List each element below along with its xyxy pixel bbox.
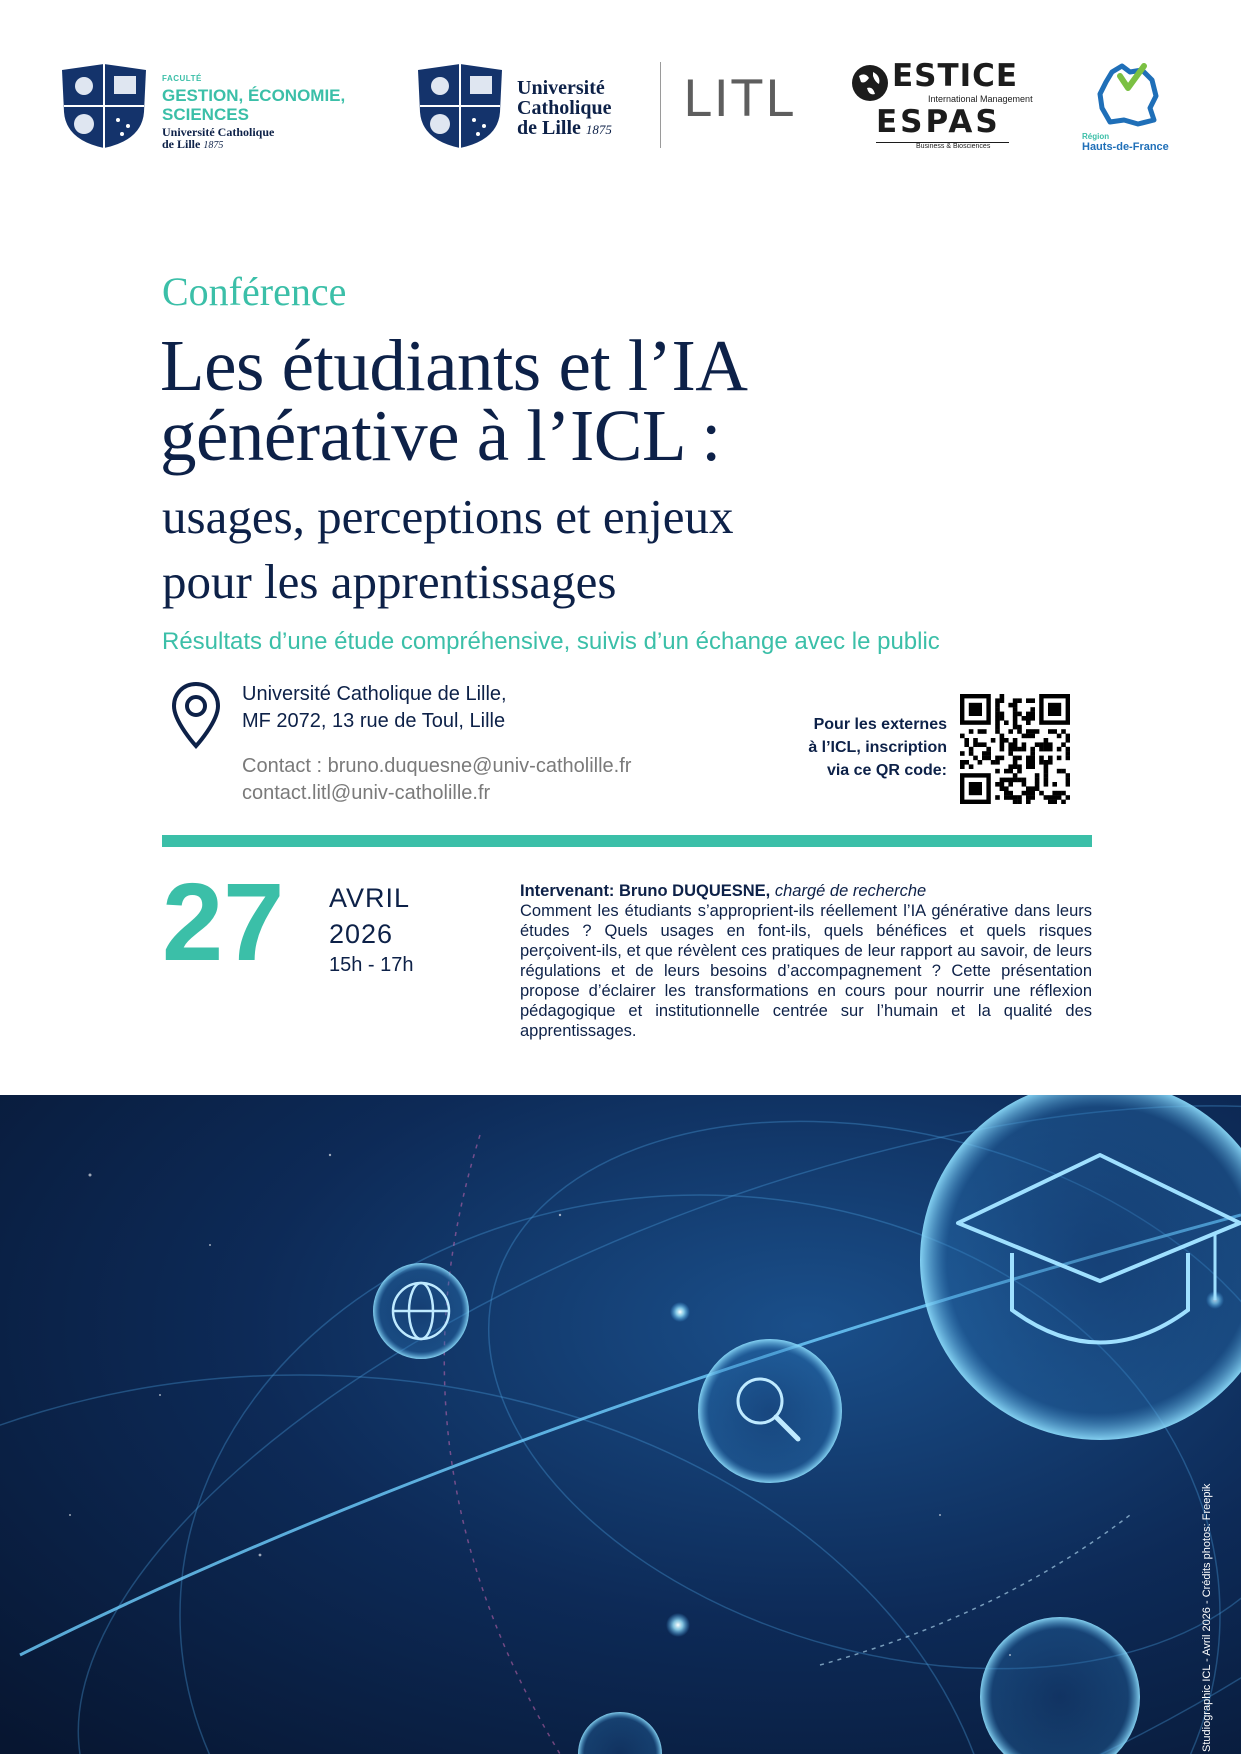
university-name-line2: Catholique — [517, 97, 612, 119]
faculty-shield-icon — [58, 62, 150, 150]
region-map-icon — [1092, 58, 1164, 130]
event-year: 2026 — [329, 919, 394, 949]
hero-illustration — [0, 1095, 1241, 1754]
section-divider — [162, 835, 1092, 847]
estice-tagline: International Management — [928, 94, 1033, 104]
contact-email-2[interactable]: contact.litl@univ-catholille.fr — [242, 782, 491, 804]
faculty-name-line2: SCIENCES — [162, 105, 249, 124]
event-month: AVRIL — [329, 883, 411, 913]
address-line2: MF 2072, 13 rue de Toul, Lille — [242, 710, 506, 732]
event-title-line3: usages, perceptions et enjeux — [162, 489, 734, 544]
espas-name: ESPAS — [876, 104, 1001, 140]
litl-logo: LITL — [683, 70, 797, 128]
speaker-description: Comment les étudiants s’approprient-ils réellement l’IA générative dans leurs études ? Quels usages en font-ils, quels bénéfices et quels risques perçoivent-ils, et que révèlent ces pratiques de leur rapport au savoir, de leurs régulations et de leurs besoins d’accompagnement ? Cette présentation propose d’éclairer les transformations en cours pour nourrir une réflexion pédagogique et institutionnelle centrée sur l’humain et la qualité des apprentissages. — [520, 902, 1092, 1040]
address-line1: Université Catholique de Lille, — [242, 683, 507, 705]
faculty-label: FACULTÉ — [162, 74, 202, 83]
contact-email-1[interactable]: Contact : bruno.duquesne@univ-catholille.fr — [242, 755, 632, 777]
speaker-heading — [520, 881, 1092, 901]
registration-line2: à l’ICL, inscription — [808, 739, 947, 756]
faculty-ucl-line1: Université Catholique — [162, 125, 275, 139]
event-hours: 15h - 17h — [329, 954, 414, 976]
event-day: 27 — [162, 861, 285, 984]
speaker-role: chargé de recherche — [774, 882, 927, 900]
espas-tagline: Business & Biosciences — [916, 143, 991, 150]
university-shield-icon — [414, 62, 506, 150]
event-title-line1: Les étudiants et l’IA — [160, 325, 748, 406]
event-title-line2: générative à l’ICL : — [160, 395, 721, 476]
region-label: Région — [1082, 132, 1110, 141]
event-subtitle: Résultats d’une étude compréhensive, suivis d’un échange avec le public — [162, 628, 940, 655]
logo-divider — [660, 62, 661, 148]
photo-credits: Studiographic ICL - Avril 2026 - Crédits photos: Freepik — [1201, 1483, 1213, 1752]
registration-text — [740, 713, 947, 782]
registration-line3: via ce QR code: — [826, 762, 947, 779]
event-title-line4: pour les apprentissages — [162, 554, 617, 609]
university-name-line1: Université — [517, 77, 605, 99]
globe-icon — [851, 64, 889, 102]
registration-qr-code[interactable] — [960, 694, 1070, 804]
speaker-block — [520, 881, 1092, 1041]
estice-name: ESTICE — [892, 58, 1019, 94]
speaker-name: Intervenant: Bruno DUQUESNE, — [520, 882, 771, 900]
magnifier-bubble-icon — [698, 1339, 842, 1483]
event-kicker: Conférence — [162, 269, 347, 314]
faculty-name-line1: GESTION, ÉCONOMIE, — [162, 86, 346, 105]
globe-bubble-icon — [373, 1263, 469, 1359]
location-pin-icon — [170, 680, 222, 750]
faculty-ucl-line2: de Lille 1875 — [162, 137, 224, 151]
region-name: Hauts-de-France — [1082, 141, 1169, 153]
registration-line1: Pour les externes — [813, 716, 947, 733]
university-name-line3: de Lille 1875 — [517, 117, 612, 139]
